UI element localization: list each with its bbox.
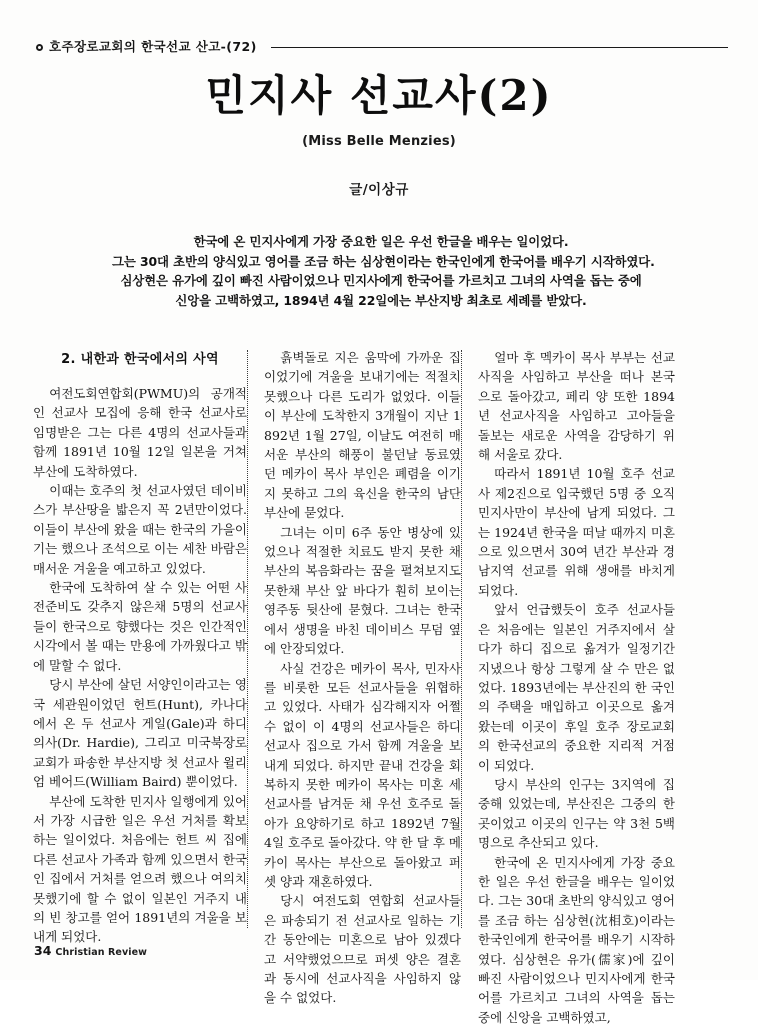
lead-line: 심상현은 유가에 깊이 빠진 사람이었으나 민지사에게 한국어를 가르치고 그녀의 사역을 돕는 중에 [120, 273, 642, 288]
paragraph: 그녀는 이미 6주 동안 병상에 있었으나 적절한 치료도 받지 못한 채 부산의 복음화라는 꿈을 펼쳐보지도 못한채 부산 앞 바다가 훤히 보이는 영주동 뒷산에 묻혔다. 그녀는 한국에서 생명을 바친 데이비스 무덤 옆에 안장되었다. [264, 524, 461, 657]
paragraph: 부산에 도착한 민지사 일행에게 있어서 가장 시급한 일은 우선 거처를 확보하는 일이었다. 처음에는 헌트 씨 집에 다른 선교사 가족과 함께 있으면서 한국인 집에서 거처를 얻으려 했으나 여의치 못했기에 할 수 없이 일본인 거주지 내의 빈 창고를 얻어 1891년의 겨울을 보내게 되었다. [33, 793, 247, 945]
section-heading: 2. 내한과 한국에서의 사역 [61, 352, 219, 367]
page-footer [34, 943, 147, 958]
paragraph: 이때는 호주의 첫 선교사였던 데이비스가 부산땅을 밟은지 꼭 2년만이었다. 이들이 부산에 왔을 때는 한국의 가을이기는 했으나 조석으로 이는 세찬 바람은 매서운 겨울을 예고하고 있었다. [33, 483, 247, 576]
horizontal-rule [271, 47, 728, 48]
lead-line: 그는 30대 초반의 양식있고 영어를 조금 하는 심상현이라는 한국인에게 한국어를 배우기 시작하였다. [112, 253, 655, 269]
paragraph: 따라서 1891년 10월 호주 선교사 제2진으로 입국했던 5명 중 오직 민지사만이 부산에 남게 되었다. 그는 1924년 한국을 떠날 때까지 미혼으로 있으면서 30여 년간 부산과 경남지역 선교를 위해 생애를 바치게 되었다. [478, 466, 675, 598]
paragraph: 흙벽돌로 지은 움막에 가까운 집이었기에 겨울을 보내기에는 적절치 못했으나 다른 도리가 없었다. 이들이 부산에 도착한지 3개월이 지난 1892년 1월 27일, 이날도 여전히 매서운 부산의 해풍이 불던날 동료였던 메카이 목사 부인은 폐렴을 이기지 못하고 그의 육신을 한국의 남단 부산에 묻었다. [264, 350, 461, 521]
lead-line: 한국에 온 민지사에게 가장 중요한 일은 우선 한글을 배우는 일이었다. [193, 234, 569, 249]
page-title: 민지사 선교사(2) [205, 71, 553, 120]
byline: 글/이상규 [349, 182, 409, 198]
column-1 [33, 348, 247, 945]
paragraph: 여전도회연합회(PWMU)의 공개적인 선교사 모집에 응해 한국 선교사로 임명받은 그는 다른 4명의 선교사들과 함께 1891년 10월 12일 일본을 거쳐 부산에 도착하였다. [33, 386, 247, 479]
paragraph: 얼마 후 멕카이 목사 부부는 선교사직을 사임하고 부산을 떠나 본국으로 돌아갔고, 페리 양 또한 1894년 선교사직을 사임하고 고아들을 돌보는 새로운 사역을 감당하기 위해 서울로 갔다. [478, 350, 675, 463]
bullet-icon [36, 44, 43, 51]
lead-paragraph [112, 232, 655, 310]
paragraph: 앞서 언급했듯이 호주 선교사들은 처음에는 일본인 거주지에서 살다가 하디 집으로 옮겨가 일정기간 지냈으나 항상 그렇게 살 수 만은 없었다. 1893년에는 부산진의 한 국인의 주택을 매입하고 이곳으로 옮겨왔는데 이곳이 후일 호주 장로교회의 한국선교의 중요한 지리적 거점이 되었다. [478, 602, 675, 773]
column-divider [247, 350, 248, 928]
paragraph: 한국에 도착하여 살 수 있는 어떤 사전준비도 갖추지 않은채 5명의 선교사들이 한국으로 향했다는 것은 인간적인 시각에서 볼 때는 만용에 가까웠다고 밖에 말할 수 없다. [33, 580, 247, 673]
paragraph: 당시 여전도회 연합회 선교사들은 파송되기 전 선교사로 일하는 기간 동안에는 미혼으로 남아 있겠다고 서약했었으므로 퍼셋 양은 결혼과 동시에 선교사직을 사임하지 않을 수 없었다. [264, 893, 461, 1006]
paragraph: 한국에 온 민지사에게 가장 중요한 일은 우선 한글을 배우는 일이었다. 그는 30대 초반의 양식있고 영어를 조금 하는 심상현(沈相호)이라는 한국인에게 한국어를 배우기 시작하였다. 심상현은 유가(儒家)에 깊이 빠진 사람이었으나 민지사에게 한국어를 가르치고 그녀의 사역을 돕는 중에 신앙을 고백하였고, [478, 854, 675, 1025]
page-subtitle: (Miss Belle Menzies) [302, 134, 456, 150]
paragraph: 사실 건강은 메카이 목사, 민자사를 비롯한 모든 선교사들을 위협하고 있었다. 사태가 심각해지자 어쩔 수 없이 이 4명의 선교사들은 하디 선교사 집으로 가서 함께 겨울을 보내게 되었다. 하지만 끝내 건강을 회복하지 못한 메카이 목사는 미혼 세 선교사를 남겨둔 채 우선 호주로 돌아가 요양하기로 하고 1892년 7월 4일 호주로 돌아갔다. 약 한 달 후 메카이 목사는 부산으로 돌아왔고 퍼셋 양과 재혼하였다. [264, 660, 461, 889]
footer-publication: Christian Review [55, 947, 148, 958]
column-2 [247, 348, 461, 1006]
column-3 [461, 348, 675, 1025]
footer-page-number: 34 [34, 943, 52, 958]
title-block [0, 71, 758, 150]
column-divider [461, 350, 462, 928]
running-head [36, 36, 728, 56]
lead-line: 신앙을 고백하였고, 1894년 4월 22일에는 부산지방 최초로 세례를 받았다. [175, 292, 587, 308]
running-head-text: 호주장로교회의 한국선교 산고-(72) [49, 39, 257, 54]
paragraph: 당시 부산의 인구는 3지역에 집중해 있었는데, 부산진은 그중의 한 곳이었고 이곳의 인구는 약 3천 5백 명으로 추산되고 있다. [478, 776, 675, 851]
paragraph: 당시 부산에 살던 서양인이라고는 영국 세관원이었던 헌트(Hunt), 카나다에서 온 두 선교사 게일(Gale)과 하디 의사(Dr. Hardie), 그리고 미국북장로교회가 파송한 부산지방 첫 선교사 윌리엄 베어드(William Baird) 뿐이었다. [33, 677, 247, 790]
